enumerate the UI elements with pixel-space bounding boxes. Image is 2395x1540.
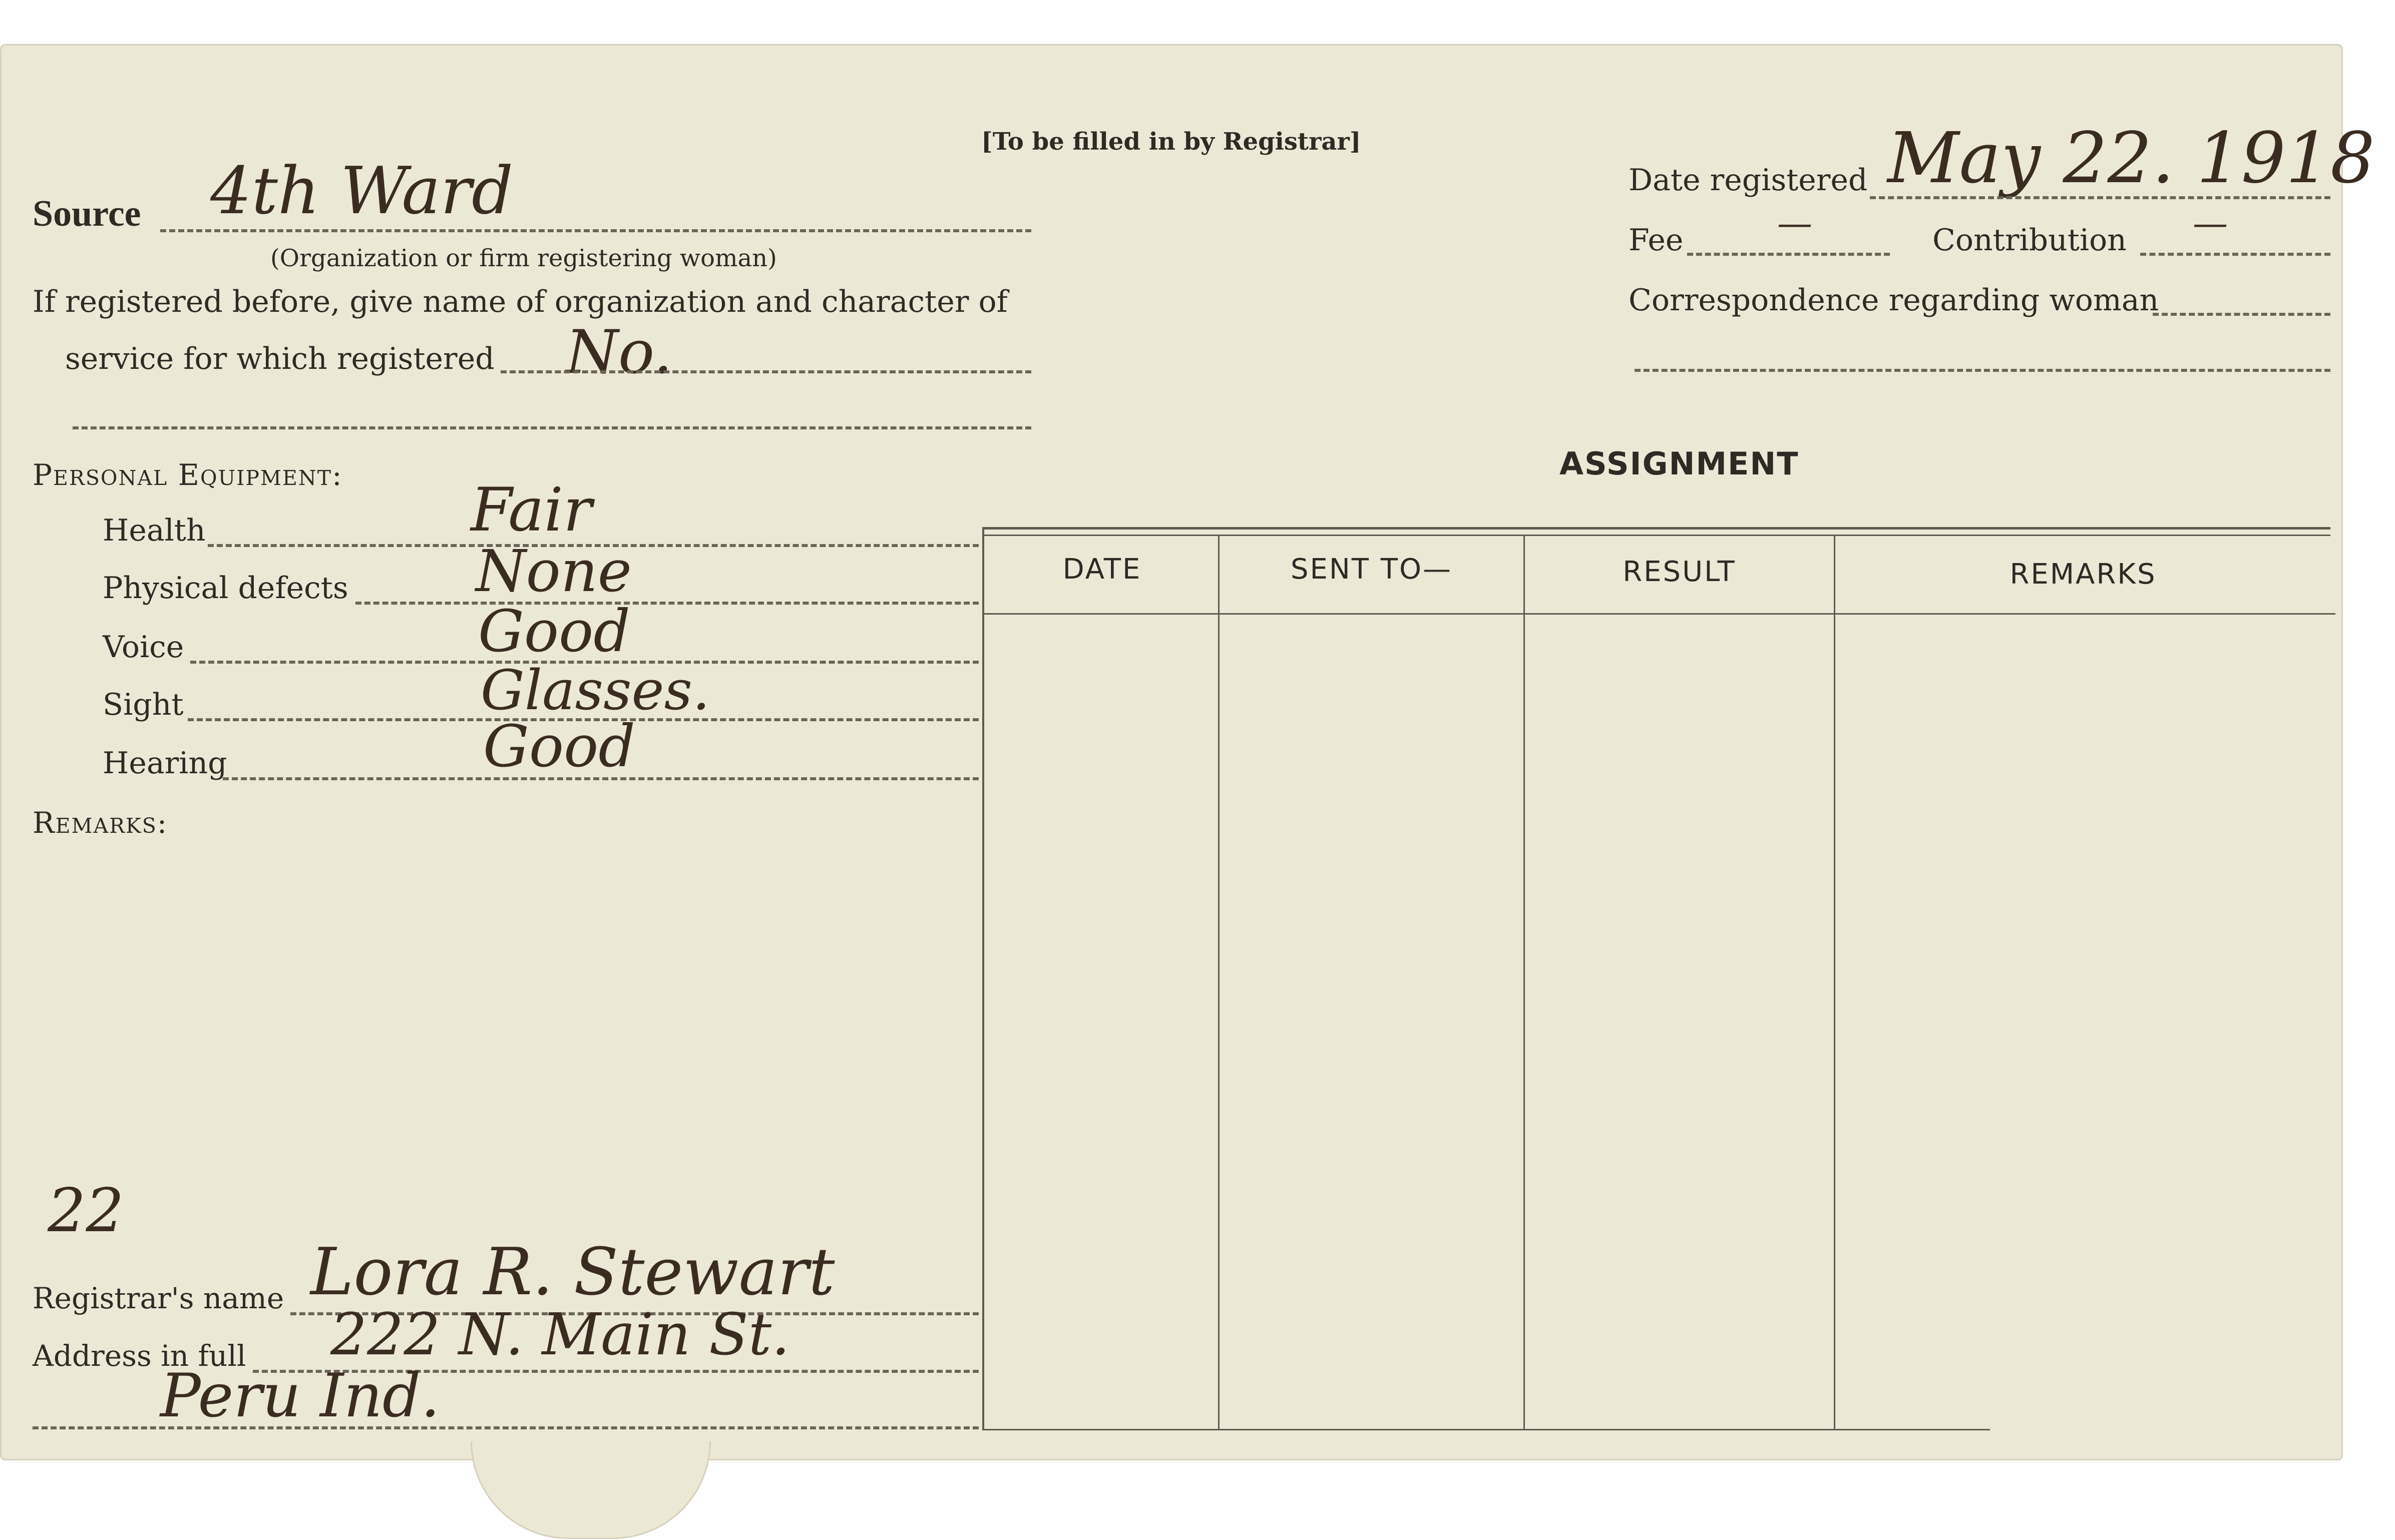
registered-before-value: No. bbox=[566, 318, 673, 387]
fee-line bbox=[1687, 253, 1890, 256]
column-header-remarks: REMARKS bbox=[2010, 558, 2157, 591]
source-value: 4th Ward bbox=[210, 153, 514, 229]
health-value: Fair bbox=[471, 475, 592, 545]
column-header-date: DATE bbox=[1062, 553, 1142, 586]
card-tab bbox=[471, 1441, 711, 1539]
date-registered-value: May 22. 1918 bbox=[1887, 118, 2375, 199]
voice-value: Good bbox=[478, 598, 630, 665]
registrar-name-value: Lora R. Stewart bbox=[310, 1234, 835, 1310]
date-registered-label: Date registered bbox=[1629, 163, 1868, 198]
source-line bbox=[160, 229, 1031, 232]
contribution-line bbox=[2140, 253, 2330, 256]
fee-label: Fee bbox=[1629, 223, 1684, 258]
health-label: Health bbox=[103, 513, 206, 548]
registrar-name-label: Registrar's name bbox=[33, 1281, 284, 1315]
voice-label: Voice bbox=[103, 630, 184, 665]
hearing-value: Good bbox=[483, 713, 635, 780]
registered-before-line1: If registered before, give name of organization and character of bbox=[33, 284, 1008, 319]
registered-before-line bbox=[501, 370, 1031, 373]
table-header-rule bbox=[984, 613, 2335, 615]
correspondence-extra-line bbox=[1635, 369, 2330, 372]
column-divider-2 bbox=[1523, 535, 1525, 1430]
correspondence-line bbox=[2153, 313, 2330, 316]
address-value-line1: 222 N. Main St. bbox=[330, 1301, 790, 1368]
registrar-note: [To be filled in by Registrar] bbox=[981, 128, 1361, 156]
column-header-result: RESULT bbox=[1623, 556, 1736, 588]
registered-before-line2: service for which registered bbox=[65, 341, 495, 376]
registered-before-extra-line bbox=[73, 426, 1031, 429]
address-value-line2: Peru Ind. bbox=[160, 1361, 440, 1431]
source-caption: (Organization or firm registering woman) bbox=[270, 244, 777, 272]
remarks-heading: Remarks: bbox=[33, 806, 168, 840]
physical-defects-line bbox=[355, 602, 979, 605]
table-left-border bbox=[982, 527, 984, 1430]
table-top-rule-inner bbox=[984, 535, 2330, 536]
personal-equipment-heading: Personal Equipment: bbox=[33, 458, 343, 492]
assignment-title: ASSIGNMENT bbox=[1559, 445, 1799, 482]
contribution-value: — bbox=[2193, 203, 2228, 244]
table-bottom-rule bbox=[984, 1429, 1990, 1430]
contribution-label: Contribution bbox=[1932, 223, 2127, 258]
column-header-sent-to: SENT TO— bbox=[1290, 553, 1453, 586]
column-divider-3 bbox=[1834, 535, 1835, 1430]
table-top-rule bbox=[984, 527, 2330, 530]
physical-defects-label: Physical defects bbox=[103, 571, 348, 606]
address-label: Address in full bbox=[33, 1339, 246, 1373]
address-extra-line bbox=[33, 1426, 979, 1429]
source-label: Source bbox=[33, 193, 141, 234]
sight-value: Glasses. bbox=[481, 658, 710, 722]
hearing-line bbox=[223, 777, 979, 780]
fee-value: — bbox=[1777, 203, 1812, 244]
correspondence-label: Correspondence regarding woman bbox=[1629, 283, 2159, 318]
physical-defects-value: None bbox=[476, 538, 632, 605]
sight-label: Sight bbox=[103, 687, 184, 722]
hearing-label: Hearing bbox=[103, 746, 227, 781]
column-divider-1 bbox=[1218, 535, 1220, 1430]
date-registered-line bbox=[1870, 196, 2330, 199]
notation: 22 bbox=[48, 1176, 124, 1246]
